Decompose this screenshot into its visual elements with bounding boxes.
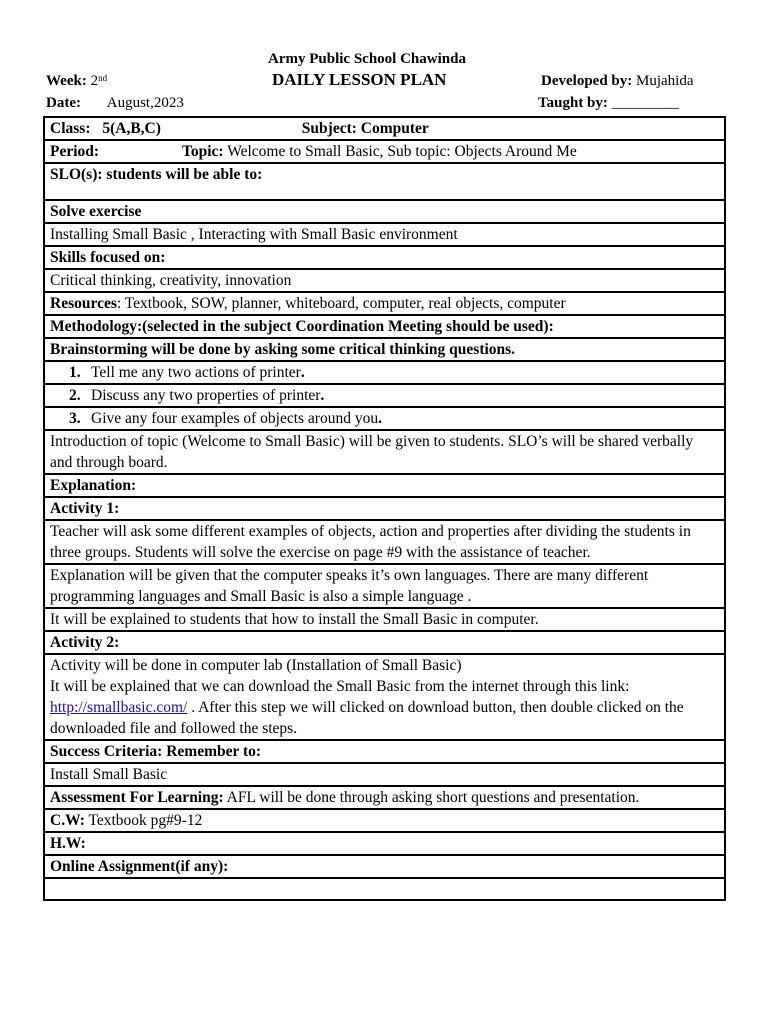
brainstorm-row (44, 338, 725, 361)
solve-exercise-row (44, 200, 725, 223)
week-value: 2 (90, 73, 99, 89)
introduction-row (44, 430, 725, 474)
success-label: Success Criteria: Remember to: (50, 743, 262, 760)
solve-text-row (44, 223, 725, 246)
developed-by-field (541, 72, 694, 90)
skills-text-row (44, 269, 725, 292)
activity1-heading-row (44, 497, 725, 520)
question-number: 2. (69, 387, 81, 404)
question-number: 3. (69, 410, 81, 427)
question-end: . (300, 364, 305, 381)
hw-row (44, 832, 725, 855)
explanation-row (44, 564, 725, 608)
activity2-heading-row (44, 631, 725, 654)
question-end: . (320, 387, 325, 404)
date-field (46, 94, 184, 112)
slo-label: SLO(s): students will be able to: (50, 166, 263, 183)
skills-row (44, 246, 725, 269)
success-text: Install Small Basic (44, 763, 725, 786)
afl-label: Assessment For Learning: (50, 789, 224, 806)
activity1-row (44, 520, 725, 564)
cw-text: Textbook pg#9-12 (84, 812, 203, 829)
afl-row (44, 786, 725, 809)
period-label: Period: (50, 143, 100, 160)
question-row (44, 407, 725, 430)
online-assignment-row (44, 855, 725, 878)
resources-row (44, 292, 725, 315)
activity2-row (44, 654, 725, 740)
activity2-label: Activity 2: (50, 634, 120, 651)
date-value: August,2023 (106, 95, 184, 111)
methodology-row (44, 315, 725, 338)
success-row (44, 763, 725, 786)
taught-by-field (538, 94, 679, 112)
activity2-after-link: . After this step we will clicked on download button, then double clicked on the downloaded file and followed the steps. (50, 699, 684, 737)
methodology-label: Methodology:(selected in the subject Coordination Meeting should be used): (50, 318, 554, 335)
class-label: Class: (50, 120, 91, 137)
empty-row (44, 878, 725, 900)
week-suffix: nd (98, 73, 108, 83)
developed-value: Mujahida (636, 73, 694, 89)
skills-text: Critical thinking, creativity, innovation (44, 269, 725, 292)
question-row (44, 361, 725, 384)
smallbasic-link[interactable]: http://smallbasic.com/ (50, 699, 188, 716)
activity1-label: Activity 1: (50, 500, 120, 517)
taught-value: _________ (611, 95, 680, 111)
document-title: DAILY LESSON PLAN (272, 70, 447, 89)
date-label: Date: (46, 95, 81, 111)
resources-label: Resources (50, 295, 117, 312)
hw-label: H.W: (50, 835, 86, 852)
topic-value: Welcome to Small Basic, Sub topic: Objects Around Me (227, 143, 577, 160)
class-value: 5(A,B,C) (102, 120, 161, 137)
introduction-text: Introduction of topic (Welcome to Small Basic) will be given to students. SLO’s will be shared verbally and through board. (44, 430, 725, 474)
cw-row (44, 809, 725, 832)
explanation-text: Explanation will be given that the computer speaks it’s own languages. There are many different programming languages and Small Basic is also a simple language . (44, 564, 725, 608)
slo-row (44, 163, 725, 200)
subject-label: Subject: Computer (301, 120, 429, 137)
question-text: Give any four examples of objects around you (91, 410, 379, 427)
success-heading-row (44, 740, 725, 763)
skills-label: Skills focused on: (50, 249, 166, 266)
question-text: Tell me any two actions of printer (91, 364, 301, 381)
activity2-line2: It will be explained that we can download the Small Basic from the internet through this link: (50, 678, 630, 695)
question-end: . (378, 410, 382, 427)
activity2-line1: Activity will be done in computer lab (Installation of Small Basic) (50, 657, 462, 674)
explanation-heading-row (44, 474, 725, 497)
topic-label: Topic: (181, 143, 224, 160)
period-row (44, 140, 725, 163)
solve-label: Solve exercise (50, 203, 142, 220)
taught-label: Taught by: (538, 95, 608, 111)
developed-label: Developed by: (541, 73, 633, 89)
school-name: Army Public School Chawinda (268, 51, 466, 67)
activity1-text: Teacher will ask some different examples of objects, action and properties after dividing the students in three groups. Students will solve the exercise on page #9 with the assistance of teacher. (44, 520, 725, 564)
resources-text: : Textbook, SOW, planner, whiteboard, computer, real objects, computer (116, 295, 566, 312)
week-label: Week: (46, 73, 87, 89)
online-label: Online Assignment(if any): (50, 858, 229, 875)
explanation-label: Explanation: (50, 477, 137, 494)
question-row (44, 384, 725, 407)
install-text: It will be explained to students that how to install the Small Basic in computer. (44, 608, 725, 631)
afl-text: AFL will be done through asking short questions and presentation. (223, 789, 640, 806)
solve-text: Installing Small Basic , Interacting with Small Basic environment (44, 223, 725, 246)
question-text: Discuss any two properties of printer (91, 387, 321, 404)
brainstorm-label: Brainstorming will be done by asking some critical thinking questions. (50, 341, 516, 358)
install-row (44, 608, 725, 631)
question-number: 1. (69, 364, 81, 381)
week-field (46, 72, 107, 90)
cw-label: C.W: (50, 812, 85, 829)
lesson-plan-table (43, 116, 726, 901)
class-row (44, 117, 725, 140)
